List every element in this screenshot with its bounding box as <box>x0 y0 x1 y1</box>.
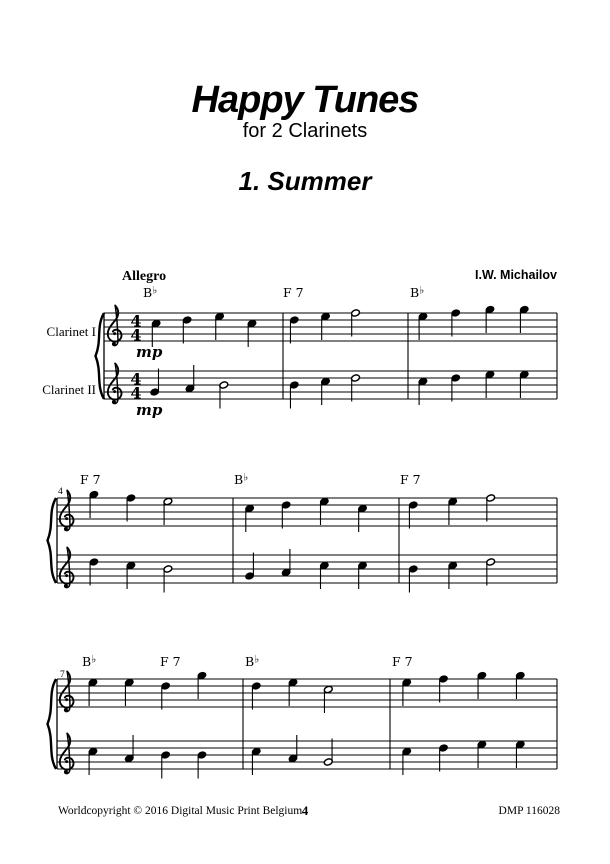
page-title: Happy Tunes <box>191 79 419 121</box>
system-2 <box>48 472 558 593</box>
time-signature: 4 <box>130 369 142 389</box>
chord-symbol: F 7 <box>392 654 413 669</box>
composer-credit: I.W. Michailov <box>475 268 557 282</box>
treble-clef-icon <box>65 672 70 712</box>
treble-clef-icon <box>60 548 74 584</box>
page-subtitle: for 2 Clarinets <box>242 120 368 142</box>
treble-clef-icon <box>108 364 122 400</box>
dynamic-mark: mp <box>136 343 163 361</box>
treble-clef-icon <box>112 400 116 404</box>
treble-clef-icon <box>65 491 70 531</box>
system-3 <box>48 654 558 779</box>
treble-clef-icon <box>113 390 116 393</box>
treble-clef-icon <box>112 342 116 346</box>
chord-symbol: F 7 <box>160 654 181 669</box>
treble-clef-icon <box>108 306 122 342</box>
instrument-label: Clarinet I <box>46 324 96 339</box>
treble-clef-icon <box>60 734 74 770</box>
treble-clef-icon <box>64 527 68 531</box>
tempo-marking: Allegro <box>122 269 167 284</box>
treble-clef-icon <box>64 584 68 588</box>
treble-clef-icon <box>65 698 68 701</box>
treble-clef-icon <box>64 770 68 774</box>
treble-clef-icon <box>65 760 68 763</box>
system-brace <box>48 498 57 583</box>
measure-number: 7 <box>60 670 65 680</box>
treble-clef-icon <box>113 306 118 346</box>
treble-clef-icon <box>65 517 68 520</box>
time-signature: 4 <box>130 325 142 345</box>
time-signature: 4 <box>130 311 142 331</box>
treble-clef-icon <box>64 708 68 712</box>
movement-title: 1. Summer <box>238 166 372 196</box>
treble-clef-icon <box>113 332 116 335</box>
measure-number: 4 <box>58 487 63 497</box>
system-1 <box>42 285 557 420</box>
chord-symbol: B♭ <box>245 653 260 669</box>
system-brace <box>96 313 105 399</box>
treble-clef-icon <box>65 574 68 577</box>
catalog-number: DMP 116028 <box>498 805 560 817</box>
treble-clef-icon <box>65 548 70 588</box>
chord-symbol: B♭ <box>143 284 158 300</box>
chord-symbol: F 7 <box>80 472 101 487</box>
chord-symbol: B♭ <box>410 284 425 300</box>
treble-clef-icon <box>65 734 70 774</box>
chord-symbol: B♭ <box>234 471 249 487</box>
chord-symbol: B♭ <box>82 653 97 669</box>
instrument-label: Clarinet II <box>42 382 96 397</box>
chord-symbol: F 7 <box>400 472 421 487</box>
page-number: 4 <box>301 803 309 818</box>
treble-clef-icon <box>113 364 118 404</box>
system-brace <box>48 679 57 769</box>
dynamic-mark: mp <box>136 401 163 419</box>
chord-symbol: F 7 <box>283 285 304 300</box>
time-signature: 4 <box>130 383 142 403</box>
copyright-notice: Worldcopyright © 2016 Digital Music Print Belgium <box>58 805 303 817</box>
